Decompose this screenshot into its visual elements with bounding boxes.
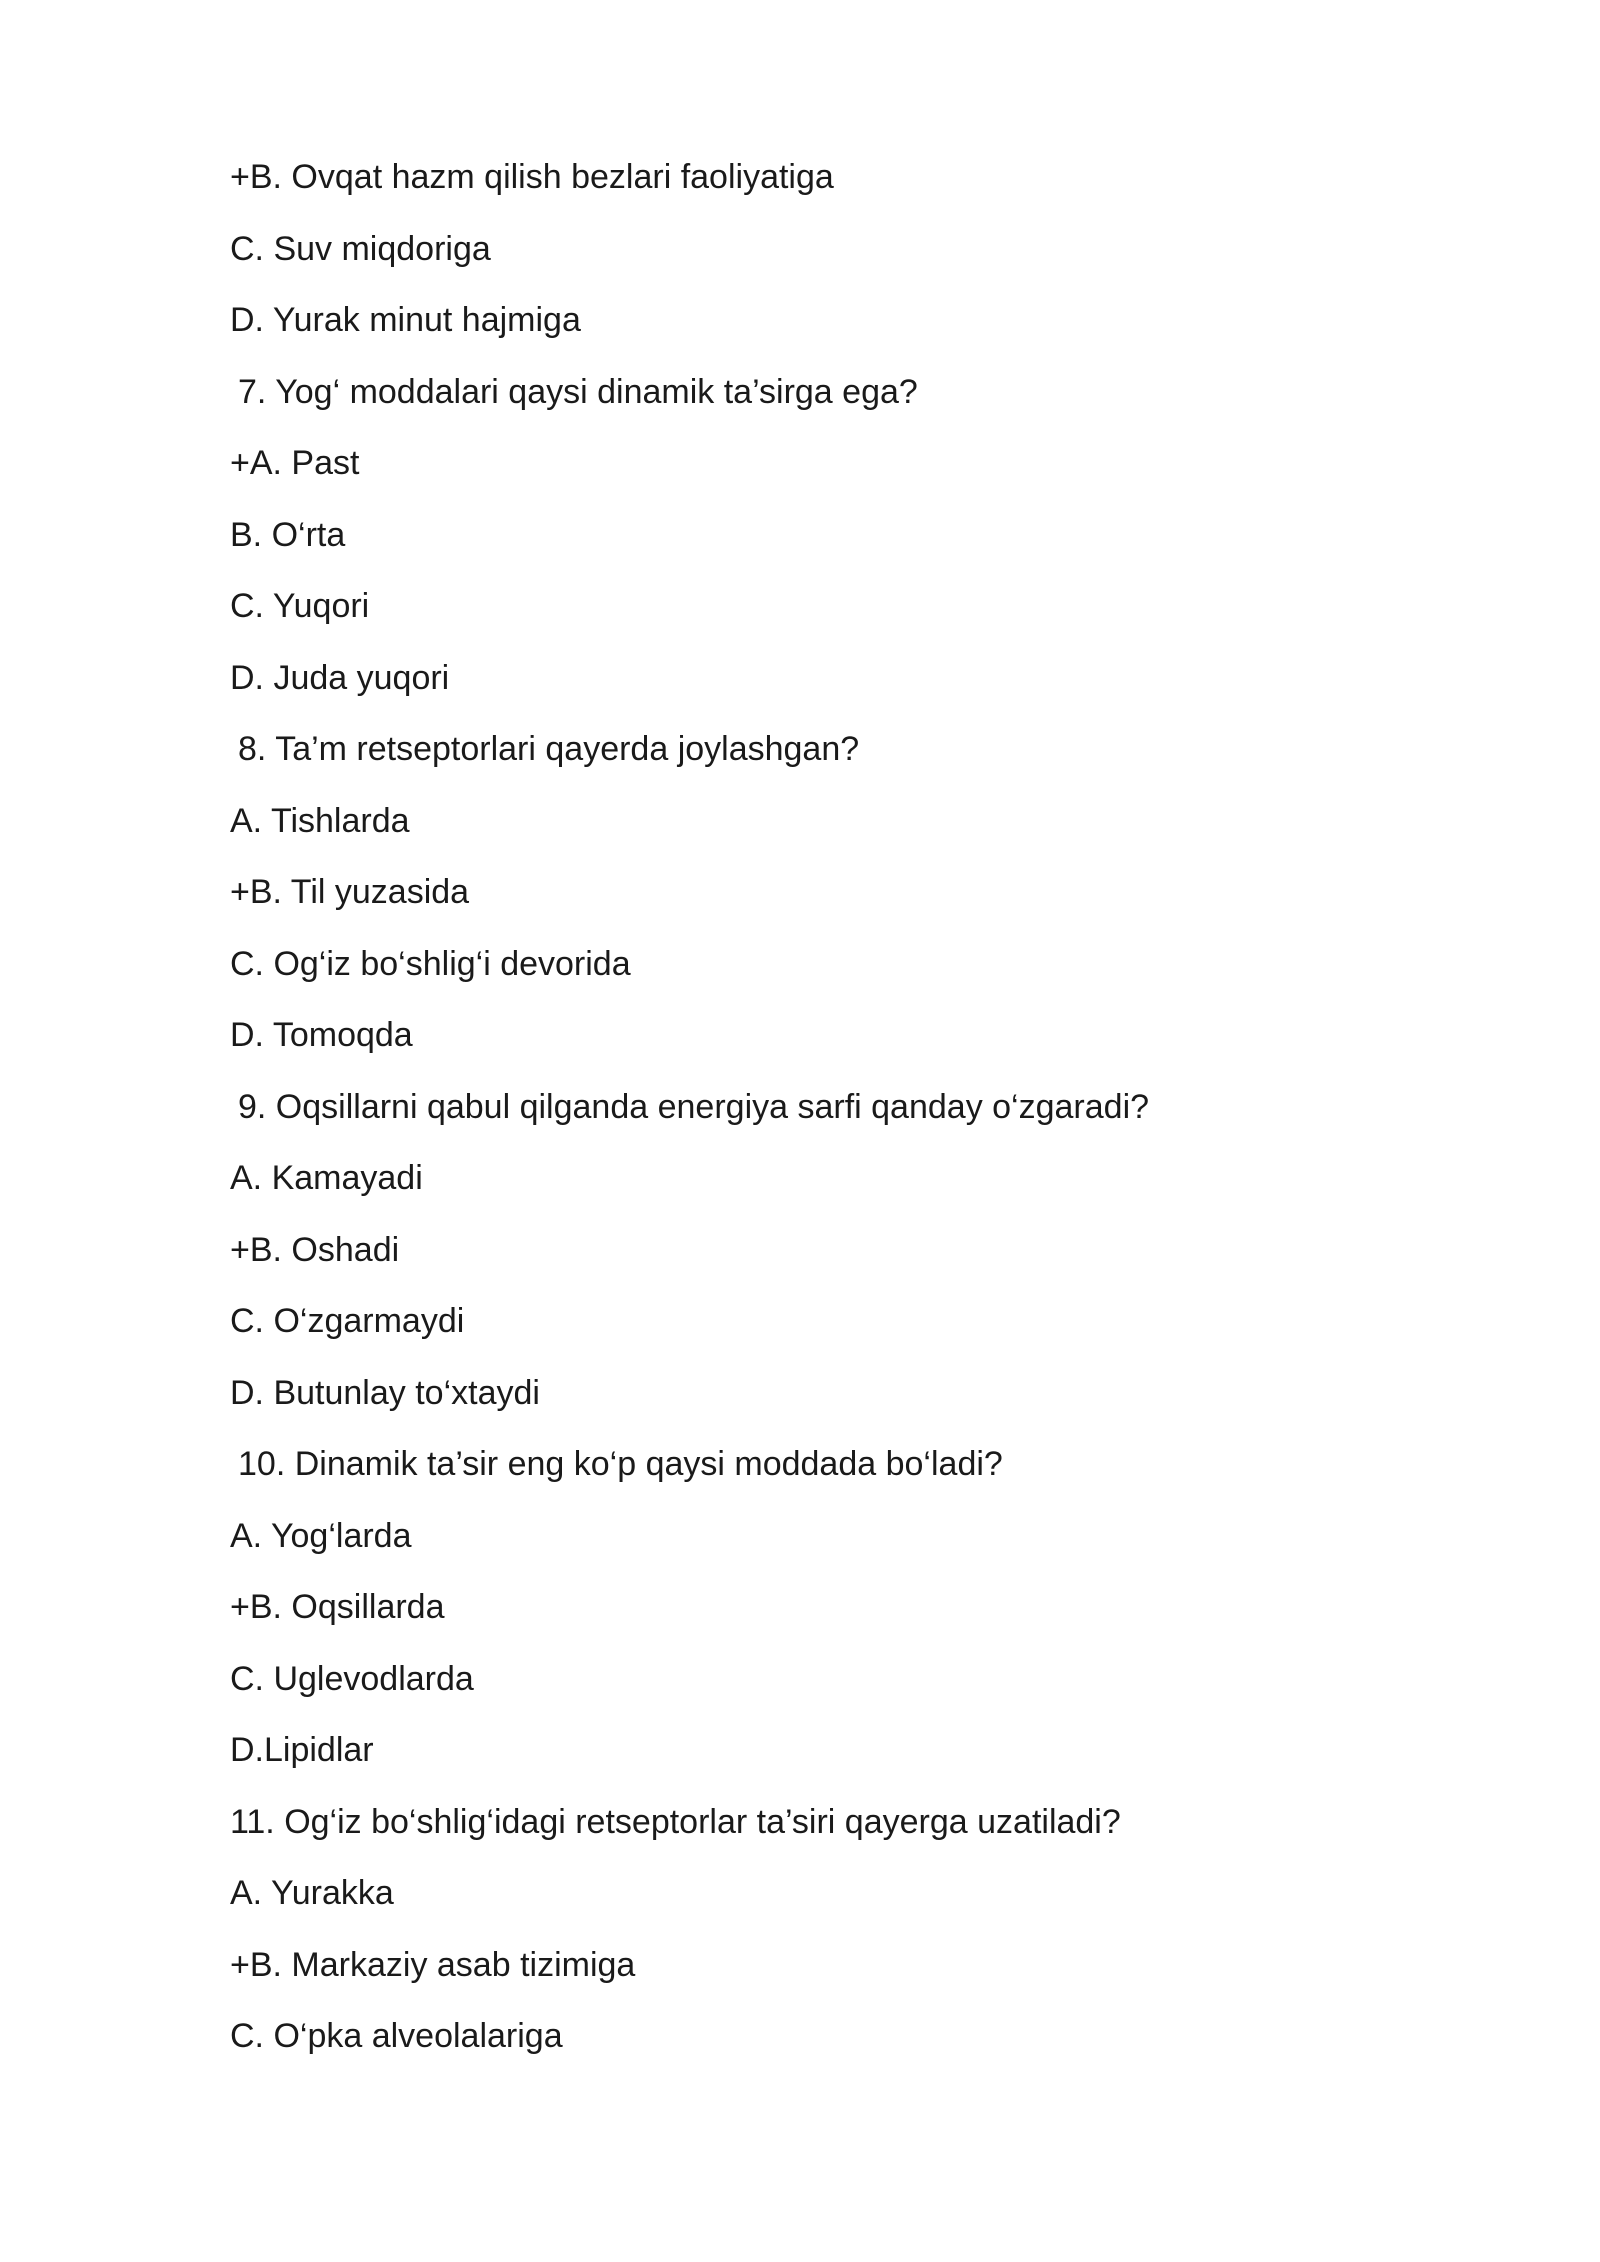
question-7: 7. Yog‘ moddalari qaysi dinamik ta’sirga ega?	[238, 372, 918, 411]
answer-option: B. O‘rta	[230, 515, 346, 554]
answer-option: +B. Markaziy asab tizimiga	[230, 1945, 636, 1984]
answer-option: D. Tomoqda	[230, 1016, 413, 1054]
answer-option: A. Yurakka	[230, 1874, 394, 1912]
answer-option: +B. Oqsillarda	[230, 1588, 445, 1626]
answer-option: C. Uglevodlarda	[230, 1659, 474, 1698]
answer-option: +B. Til yuzasida	[230, 873, 470, 911]
answer-option: +B. Ovqat hazm qilish bezlari faoliyatiga	[230, 158, 834, 196]
answer-option: C. O‘pka alveolalariga	[230, 2017, 563, 2055]
answer-option: +A. Past	[230, 444, 360, 482]
answer-option: D. Yurak minut hajmiga	[230, 301, 581, 339]
answer-option: A. Kamayadi	[230, 1159, 423, 1197]
question-9: 9. Oqsillarni qabul qilganda energiya sarfi qanday o‘zgaradi?	[238, 1087, 1150, 1126]
answer-option: D. Juda yuqori	[230, 658, 450, 697]
question-8: 8. Ta’m retseptorlari qayerda joylashgan?	[238, 730, 860, 768]
question-11: 11. Og‘iz bo‘shlig‘idagi retseptorlar ta’siri qayerga uzatiladi?	[230, 1802, 1121, 1841]
answer-option: C. O‘zgarmaydi	[230, 1302, 465, 1340]
answer-option: A. Tishlarda	[230, 801, 410, 840]
answer-option: A. Yog‘larda	[230, 1516, 412, 1555]
question-10: 10. Dinamik ta’sir eng ko‘p qaysi moddada bo‘ladi?	[238, 1445, 1003, 1483]
answer-option: D. Butunlay to‘xtaydi	[230, 1373, 540, 1412]
answer-option: +B. Oshadi	[230, 1230, 400, 1269]
quiz-text-block	[230, 148, 1149, 2079]
answer-option: C. Yuqori	[230, 587, 370, 625]
answer-option: C. Suv miqdoriga	[230, 229, 491, 268]
answer-option: D.Lipidlar	[230, 1731, 374, 1769]
answer-option: C. Og‘iz bo‘shlig‘i devorida	[230, 944, 631, 983]
